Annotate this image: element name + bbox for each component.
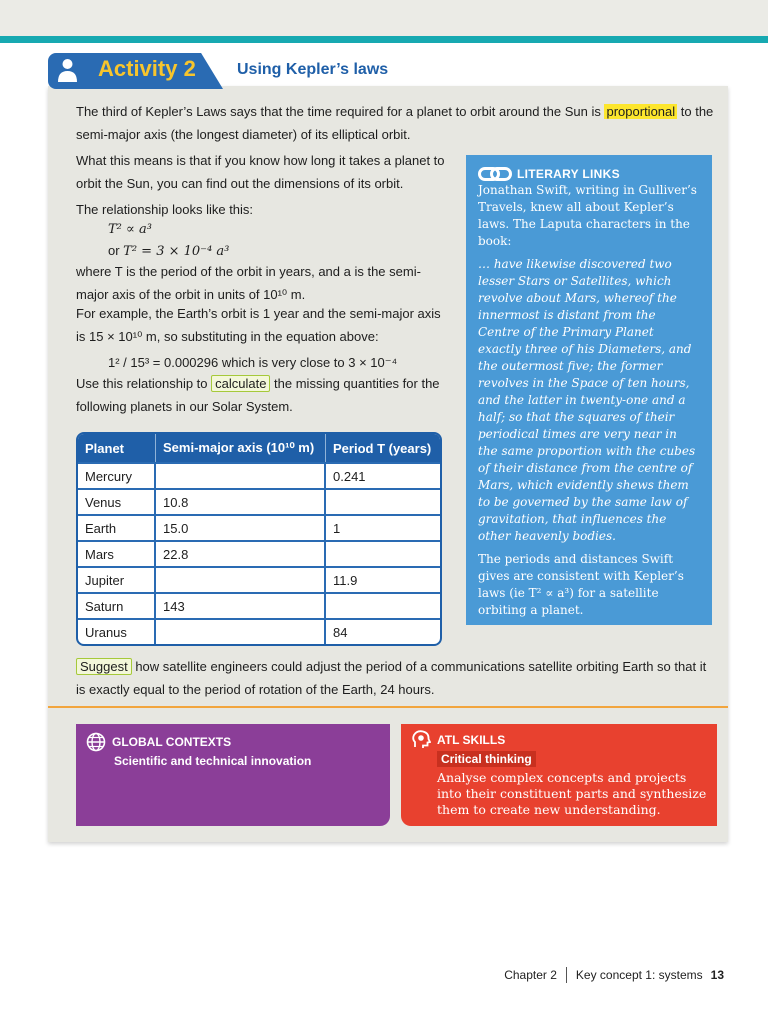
activity-subtitle: Using Kepler’s laws [237,61,389,78]
table-row [78,488,440,514]
top-band [0,0,768,36]
table-cell: 22.8 [156,540,326,566]
table-cell: 84 [326,618,440,644]
header-period: Period T (years) [326,434,440,462]
table-header-row [78,434,440,462]
atl-skills-heading: ATL SKILLS [411,730,707,750]
table-cell: Saturn [78,592,156,618]
table-row [78,592,440,618]
table-cell: 15.0 [156,514,326,540]
table-row [78,462,440,488]
table-cell: 1 [326,514,440,540]
table-cell: Mars [78,540,156,566]
atl-text: Analyse complex concepts and projects into their constituent parts and synthesize them to create new understanding. [437,770,707,817]
intro-paragraph-2: What this means is that if you know how long it takes a planet to orbit the Sun, you can find out the dimensions of its orbit. [76,153,445,191]
table-cell [156,618,326,644]
table-cell: Venus [78,488,156,514]
chain-link-icon [478,167,512,181]
footer-concept: Key concept 1: systems [575,968,703,982]
intro-paragraph-1: The third of Kepler’s Laws says that the time required for a planet to orbit around the Sun is proportional to the semi-major axis (the longest diameter) of its elliptical orbit. [76,104,714,142]
table-cell: Jupiter [78,566,156,592]
table-row [78,514,440,540]
equation-proportional: T² ∝ a³ [108,222,152,237]
table-cell: Mercury [78,462,156,488]
head-icon [411,730,431,750]
calculate-command-term: calculate [211,375,270,392]
intro-paragraph-5: For example, the Earth’s orbit is 1 year and the semi-major axis is 15 × 10¹⁰ m, so substituting in the equation above: [76,306,441,344]
page-number: 13 [710,968,724,982]
atl-tag: Critical thinking [437,751,536,767]
swift-quote: … have likewise discovered two lesser Stars or Satellites, which revolve about Mars, whereof the innermost is distant from the Centre of the Primary Planet exactly three of his Diameters, and the outermost five; the former revolves in the Space of ten hours, and the latter in twenty-one and a half; so that the squares of their periodical times are very near in the same proportion with the cubes of their distance from the centre of Mars, which evidently shews them to be governed by the same law of gravitation, that influences the other heavenly bodies. [478,257,696,543]
activity-icon-box [48,53,87,89]
table-cell [326,488,440,514]
planet-table [76,432,442,646]
table-cell: 10.8 [156,488,326,514]
footer-separator [566,967,567,983]
table-cell [156,462,326,488]
table-row [78,540,440,566]
atl-skills-box [401,724,717,826]
table-cell: 0.241 [326,462,440,488]
footer-chapter: Chapter 2 [504,968,557,982]
globe-icon [86,732,106,752]
intro-paragraph-3: The relationship looks like this: [76,202,254,217]
literary-links-heading: LITERARY LINKS [478,167,700,181]
header-semi-major-axis: Semi-major axis (10¹⁰ m) [156,434,326,462]
suggest-command-term: Suggest [76,658,132,675]
table-cell [156,566,326,592]
table-cell: Uranus [78,618,156,644]
table-cell: Earth [78,514,156,540]
global-contexts-heading: GLOBAL CONTEXTS [86,732,380,752]
activity-label: Activity 2 [98,56,196,81]
suggest-paragraph: Suggest how satellite engineers could adjust the period of a communications satellite orbiting Earth so that it is exactly equal to the period of rotation of the Earth, 24 hours. [76,659,707,697]
literary-links-note: The periods and distances Swift gives are consistent with Kepler’s laws (ie T² ∝ a³) for a satellite orbiting a planet. [478,552,684,617]
table-cell: 11.9 [326,566,440,592]
table-cell [326,592,440,618]
literary-links-box [466,155,712,625]
literary-links-intro: Jonathan Swift, writing in Gulliver’s Travels, knew all about Kepler’s laws. The Laputa characters in the book: [478,183,697,248]
global-contexts-sub: Scientific and technical innovation [114,754,312,768]
section-divider [48,706,728,708]
header-planet: Planet [78,434,156,462]
table-cell: 143 [156,592,326,618]
equation-example: 1² / 15³ = 0.000296 which is very close to 3 × 10⁻⁴ [108,355,398,370]
table-row [78,618,440,644]
table-row [78,566,440,592]
page-footer [504,967,724,983]
intro-paragraph-4: where T is the period of the orbit in years, and a is the semi-major axis of the orbit in units of 10¹⁰ m. [76,264,421,302]
intro-paragraph-6: Use this relationship to calculate the missing quantities for the following planets in our Solar System. [76,376,440,414]
equation-constant: or T² = 3 × 10⁻⁴ a³ [108,243,230,259]
person-icon [48,53,87,89]
proportional-highlight: proportional [606,104,676,119]
top-rule [0,36,768,43]
table-cell [326,540,440,566]
global-contexts-box [76,724,390,826]
